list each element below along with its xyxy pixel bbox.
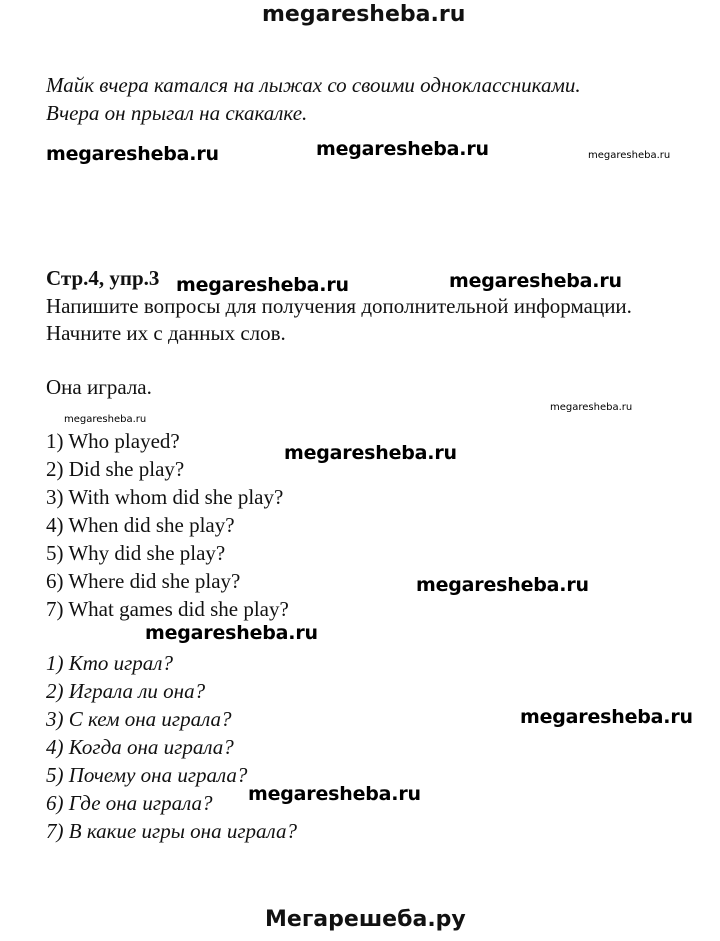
given-sentence: Она играла. [46,375,152,399]
watermark: megaresheba.ru [449,270,622,292]
watermark: megaresheba.ru [316,138,489,160]
footer-site-title: Мегарешеба.ру [265,907,466,932]
question-en: 7) What games did she play? [46,597,289,621]
questions-en-list [46,427,289,623]
watermark: megaresheba.ru [248,783,421,805]
watermark: megaresheba.ru [64,414,147,425]
question-ru: 5) Почему она играла? [46,763,248,787]
question-ru: 4) Когда она играла? [46,735,234,759]
watermark: megaresheba.ru [145,622,318,644]
question-en: 5) Why did she play? [46,541,226,565]
instruction-line-1: Напишите вопросы для получения дополнительной информации. [46,294,632,318]
question-ru: 7) В какие игры она играла? [46,819,297,843]
watermark: megaresheba.ru [284,442,457,464]
watermark: megaresheba.ru [588,150,671,161]
header-site-title: megaresheba.ru [262,2,466,27]
translation-line-2: Вчера он прыгал на скакалке. [46,101,308,125]
question-en: 2) Did she play? [46,457,185,481]
watermark: megaresheba.ru [176,274,349,296]
instruction-line-2: Начните их с данных слов. [46,321,286,345]
question-ru: 6) Где она играла? [46,791,213,815]
exercise-heading: Стр.4, упр.3 [46,266,160,290]
translation-line-1: Майк вчера катался на лыжах со своими одноклассниками. [46,73,581,97]
question-en: 4) When did she play? [46,513,235,537]
question-en: 6) Where did she play? [46,569,241,593]
question-ru: 2) Играла ли она? [46,679,206,703]
watermark: megaresheba.ru [46,143,219,165]
watermark: megaresheba.ru [416,574,589,596]
question-ru: 3) С кем она играла? [46,707,232,731]
question-en: 3) With whom did she play? [46,485,284,509]
questions-ru-list [46,649,297,845]
watermark: megaresheba.ru [550,402,633,413]
watermark: megaresheba.ru [520,706,693,728]
question-ru: 1) Кто играл? [46,651,173,675]
question-en: 1) Who played? [46,429,180,453]
